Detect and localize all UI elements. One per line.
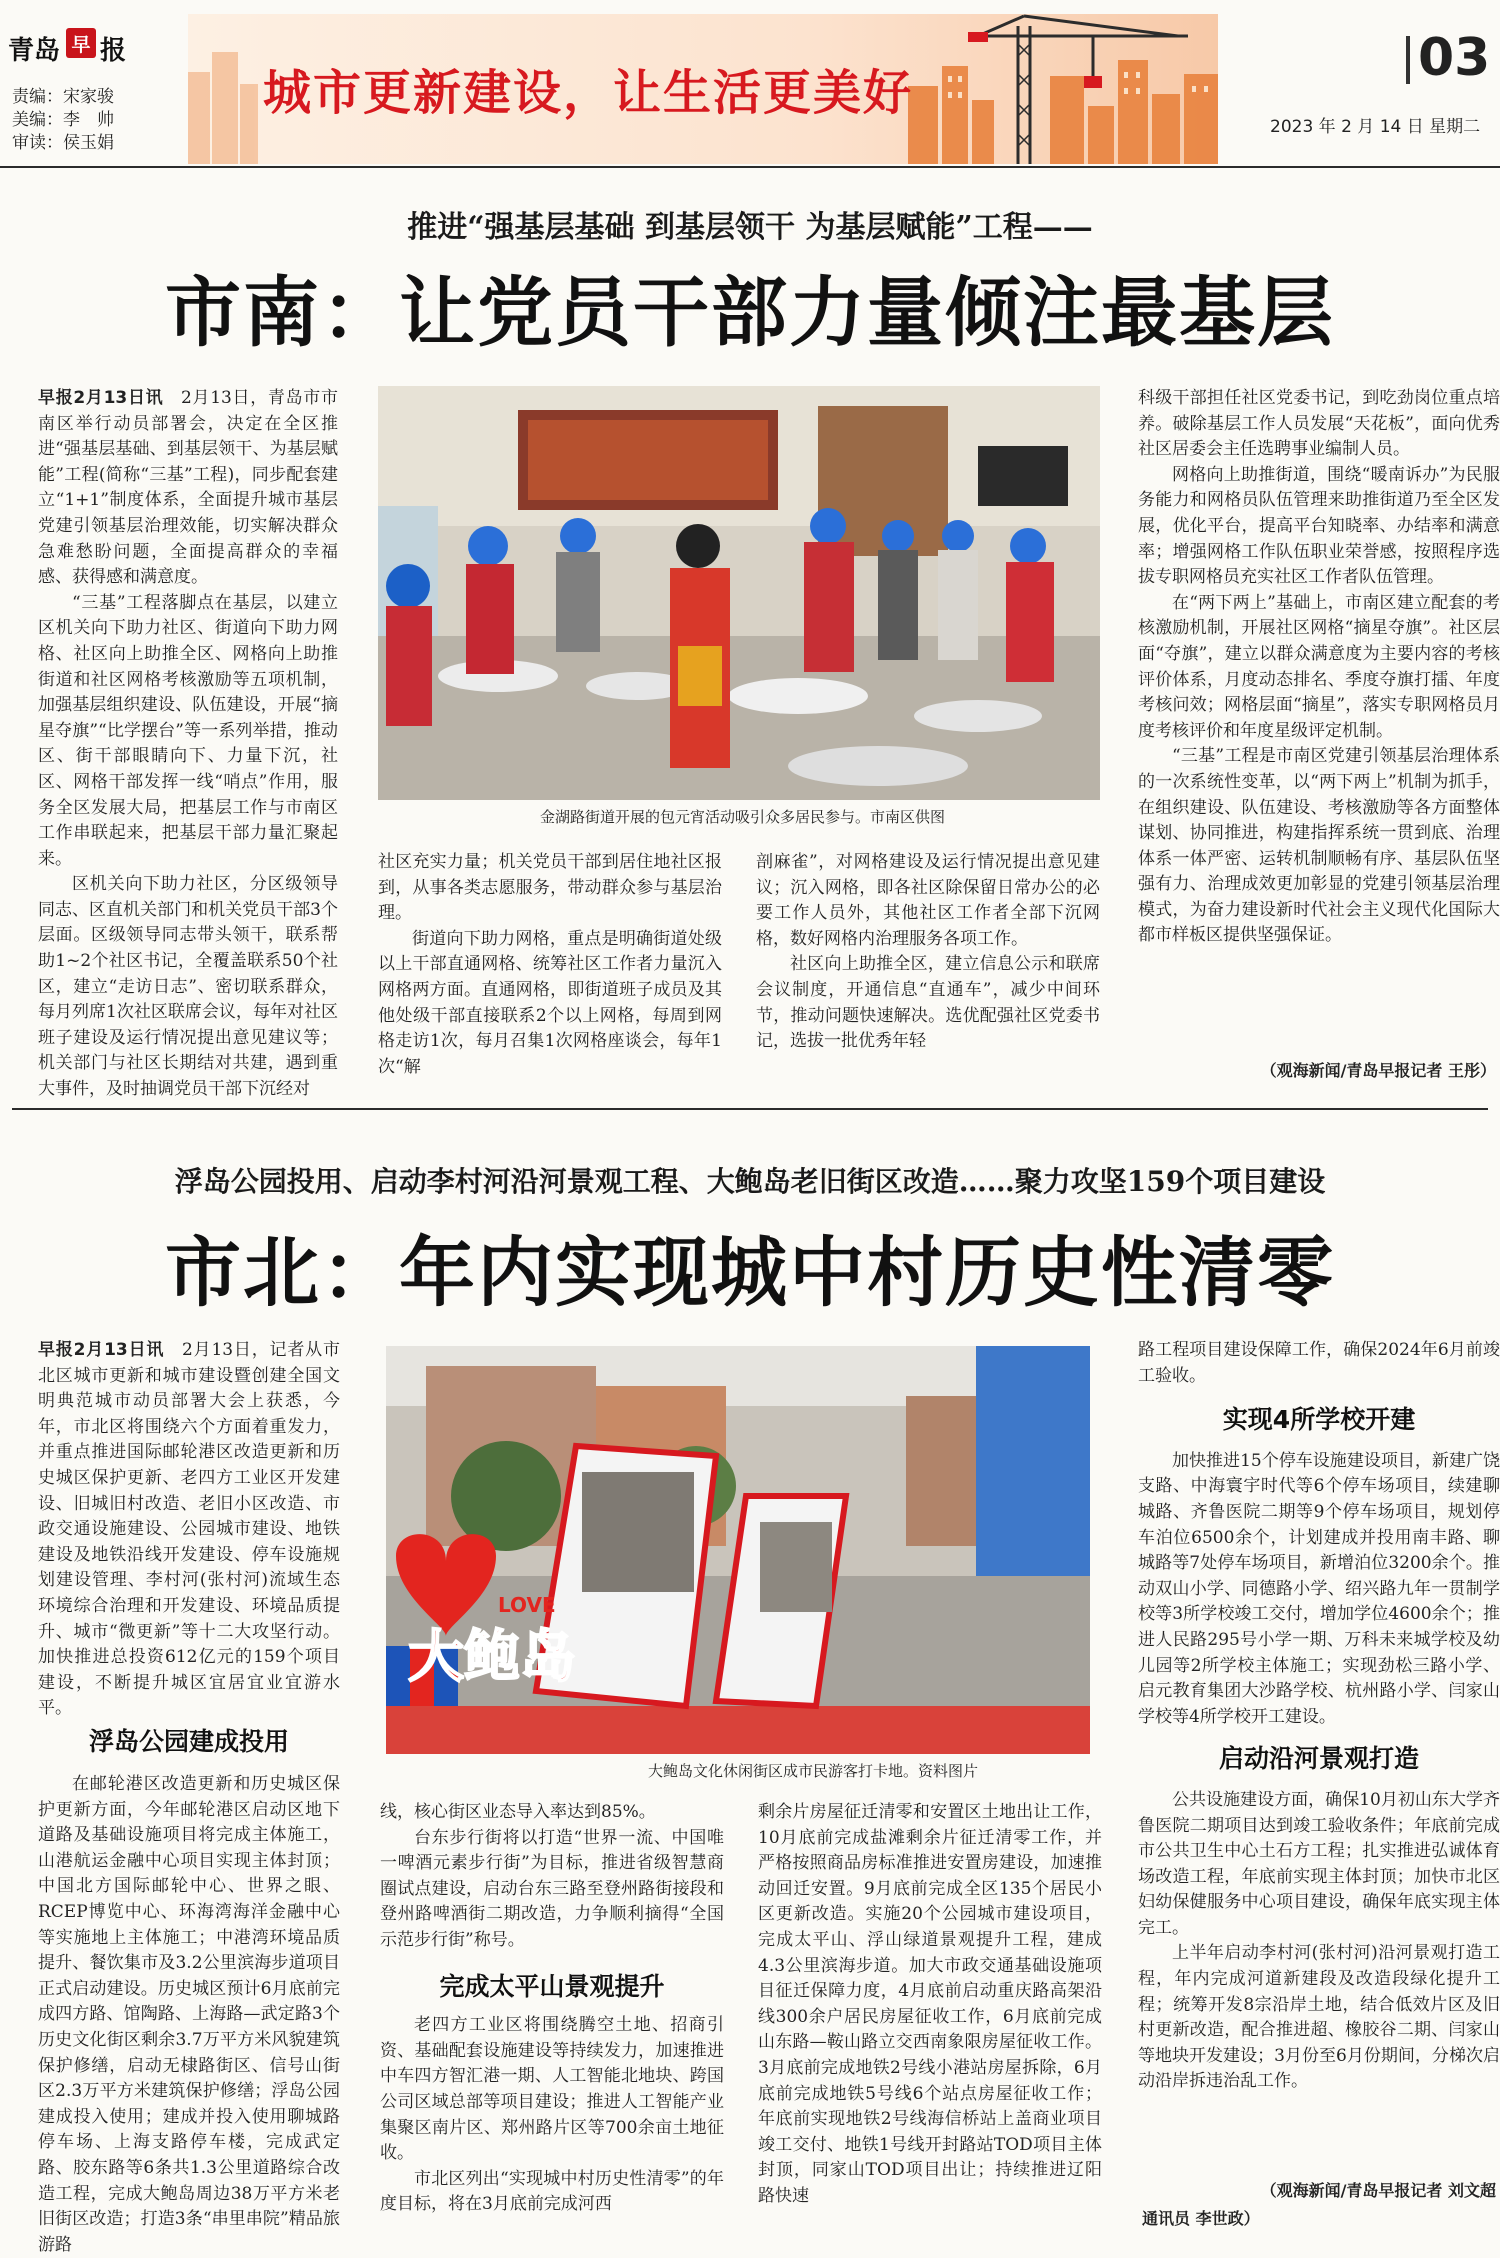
page-banner [188, 14, 1218, 164]
article1-paragraph: “三基”工程是市南区党建引领基层治理体系的一次系统性变革，以“两下两上”机制为抓手，在组织建设、队伍建设、考核激励等各方面整体谋划、协同推进，构建指挥系统一贯到底、治理体系一体严密、运转机制顺畅有序、基层队伍坚强有力、治理成效更加彰显的党建引领基层治理模式，为奋力建设新时代社会主义现代化国际大都市样板区提供坚强保证。 [1138, 746, 1500, 946]
editor-credit: 责编：宋家骏 [12, 87, 114, 107]
page-number-divider [1406, 36, 1410, 84]
article2-byline-correspondent: 通讯员 李世政） [1142, 2209, 1260, 2228]
article1-paragraph: 2月13日，青岛市市南区举行动员部署会，决定在全区推进“强基层基础、到基层领干、为基层赋能”工程(简称“三基”工程)，同步配套建立“1+1”制度体系，全面提升城市基层党建引领基层治理效能，切实解决群众急难愁盼问题，全面提高群众的幸福感、获得感和满意度。 [38, 388, 339, 588]
article1-paragraph: “三基”工程落脚点在基层，以建立区机关向下助力社区、街道向下助力网格、社区向上助推全区、网格向上助推街道和社区网格考核激励等五项机制，加强基层组织建设、队伍建设，开展“摘星夺旗”“比学摆台”等一系列举措，推动区、街干部眼睛向下、力量下沉，社区、网格干部发挥一线“哨点”作用，服务全区发展大局，把基层工作与市南区工作串联起来，把基层干部力量汇聚起来。 [38, 592, 338, 869]
article2-subhead-taipingshan: 完成太平山景观提升 [439, 1971, 665, 2001]
article1-kicker: 推进“强基层基础 到基层领干 为基层赋能”工程—— [407, 210, 1093, 245]
article2-column-1-bottom [38, 1772, 340, 2255]
article2-subhead-floating-park: 浮岛公园建成投用 [88, 1727, 289, 1756]
paper-name-suffix: 报 [100, 36, 127, 66]
issue-date: 2023 年 2 月 14 日 星期二 [1270, 117, 1481, 137]
article1-column-2 [378, 850, 722, 1076]
masthead [0, 0, 1500, 168]
article1-paragraph: 社区向上助推全区，建立信息公示和联席会议制度，开通信息“直通车”，减少中间环节，推动问题快速解决。选优配强社区党委书记，选拔一批优秀年轻 [756, 954, 1100, 1052]
article2-paragraph: 路工程项目建设保障工作，确保2024年6月前竣工验收。 [1138, 1340, 1500, 1386]
article2-headline: 市北：年内实现城中村历史性清零 [165, 1228, 1335, 1317]
article2-paragraph: 老四方工业区将围绕腾空土地、招商引资、基础配套设施建设等持续发力，加速推进中车四方智汇港一期、人工智能北地块、跨国公司区域总部等项目建设；推进人工智能产业集聚区南片区、郑州路片区等700余亩土地征收。 [380, 2015, 724, 2164]
article1-headline: 市南：让党员干部力量倾注最基层 [165, 268, 1335, 357]
article2-paragraph: 加快推进15个停车设施建设项目，新建广饶支路、中海寰宇时代等6个停车场项目，续建聊城路、齐鲁医院二期等9个停车场项目，规划停车泊位6500余个，计划建成并投用南丰路、聊城路等7处停车场项目，新增泊位3200余个。推动双山小学、同德路小学、绍兴路九年一贯制学校等3所学校竣工交付，增加学位4600余个；推进人民路295号小学一期、万科未来城学校及幼儿园等2所学校主体施工；实现劲松三路小学、启元教育集团大沙路学校、杭州路小学、闫家山学校等4所学校开工建设。 [1138, 1450, 1500, 1727]
dateline: 早报2月13日讯 [38, 1340, 165, 1360]
dumpling-activity-photo [378, 386, 1100, 800]
article1-byline: （观海新闻/青岛早报记者 王彤） [1260, 1061, 1496, 1080]
article2-column-4 [1138, 1338, 1500, 2158]
dateline: 早报2月13日讯 [38, 388, 164, 408]
article1-paragraph: 街道向下助力网格，重点是明确街道处级以上干部直通网格、统筹社区工作者力量沉入网格两方面。直通网格，即街道班子成员及其他处级干部直接联系2个以上网格，每周到网格走访1次，每月召集1次网格座谈会，每年1次“解 [378, 928, 722, 1077]
article2-photo-caption: 大鲍岛文化休闲街区成市民游客打卡地。资料图片 [648, 1762, 979, 1780]
article1-paragraph: 网格向上助推街道，围绕“暖南诉办”为民服务能力和网格员队伍管理来助推街道乃至全区发展，优化平台，提高平台知晓率、办结率和满意率；增强网格工作队伍职业荣誉感，按照程序选拔专职网格员充实社区工作者队伍管理。 [1138, 464, 1500, 588]
article1-paragraph: 剖麻雀”，对网格建设及运行情况提出意见建议；沉入网格，即各社区除保留日常办公的必要工作人员外，其他社区工作者全部下沉网格，数好网格内治理服务各项工作。 [756, 852, 1100, 949]
article2-paragraph: 2月13日，记者从市北区城市更新和城市建设暨创建全国文明典范城市动员部署大会上获悉，今年，市北区将围绕六个方面着重发力，并重点推进国际邮轮港区改造更新和历史城区保护更新、老四方工业区开发建设、旧城旧村改造、老旧小区改造、市政交通设施建设、公园城市建设、地铁建设及地铁沿线开发建设、停车设施规划建设管理、李村河(张村河)流域生态环境综合治理和开发建设、环境品质提升、城市“微更新”等十二大攻坚行动。加快推进总投资612亿元的159个项目建设，不断提升城区宜居宜业宜游水平。 [38, 1340, 341, 1719]
page-number: 03 [1418, 28, 1491, 88]
article1-photo [378, 386, 1100, 800]
article2-paragraph: 上半年启动李村河(张村河)沿河景观打造工程，年内完成河道新建段及改造段绿化提升工程；统筹开发8宗沿岸土地，结合低效片区及旧村更新改造，配合推进超、橡胶谷二期、闫家山等地块开发建设；3月份至6月份期间，分梯次启动沿岸拆违治乱工作。 [1138, 1943, 1500, 2092]
article2-kicker: 浮岛公园投用、启动李村河沿河景观工程、大鲍岛老旧街区改造……聚力攻坚159个项目建设 [174, 1165, 1326, 1198]
article2-subhead-schools: 实现4所学校开建 [1222, 1405, 1416, 1435]
article2-paragraph: 在邮轮港区改造更新和历史城区保护更新方面，今年邮轮港区启动区地下道路及基础设施项目将完成主体施工，山港航运金融中心项目实现主体封顶；中国北方国际邮轮中心、世界之眼、RCEP博览中心、环海湾海洋金融中心等实施地上主体施工；中港湾环境品质提升、餐饮集市及3.2公里滨海步道项目正式启动建设。历史城区预计6月底前完成四方路、馆陶路、上海路—武定路3个历史文化街区剩余3.7万平方米风貌建筑保护修缮，启动无棣路街区、信号山街区2.3万平方米建筑保护修缮；浮岛公园建成投入使用；建成并投入使用聊城路停车场、上海支路停车楼，完成武定路、胶东路等6条共1.3公里道路综合改造工程，完成大鲍岛周边38万平方米老旧街区改造；打造3条“串里串院”精品旅游路 [38, 1774, 340, 2255]
article2-paragraph: 剩余片房屋征迁清零和安置区土地出让工作，10月底前完成盐滩剩余片征迁清零工作，并严格按照商品房标准推进安置房建设，加速推动回迁安置。9月底前完成全区135个居民小区更新改造。实施20个公园城市建设项目，完成太平山、浮山绿道景观提升工程，建成4.3公里滨海步道。加大市政交通基础设施项目征迁保障力度，4月底前启动重庆路高架沿线300余户居民房屋征收工作，6月底前完成山东路—鞍山路立交西南象限房屋征收工作。3月底前完成地铁2号线小港站房屋拆除，6月底前完成地铁5号线6个站点房屋征收工作；年底前实现地铁2号线海信桥站上盖商业项目竣工交付、地铁1号线开封路站TOD项目主体封顶，同家山TOD项目出让；持续推进辽阳路快速 [758, 1802, 1102, 2206]
article1-paragraph: 社区充实力量；机关党员干部到居住地社区报到，从事各类志愿服务，带动群众参与基层治理。 [378, 852, 722, 924]
article1-column-4 [1138, 386, 1500, 1064]
article2-column-3 [758, 1800, 1102, 2243]
article2-subhead-riverside: 启动沿河景观打造 [1218, 1744, 1419, 1774]
dabaodao-checkin-photo [386, 1346, 1090, 1754]
article2-photo [386, 1346, 1090, 1754]
article2-paragraph: 市北区列出“实现城中村历史性清零”的年度目标，将在3月底前完成河西 [380, 2168, 724, 2215]
article2-column-1-top [38, 1338, 340, 1728]
article1-paragraph: 区机关向下助力社区，分区级领导同志、区直机关部门和机关党员干部3个层面。区级领导同志带头领干，联系帮助1~2个社区书记，全覆盖联系50个社区，建立“走访日志”、密切联系群众，每月列席1次社区联席会议，每年对社区班子建设及运行情况提出意见建议等；机关部门与社区长期结对共建，遇到重大事件，及时抽调党员干部下沉经对 [38, 874, 338, 1100]
photo-sign-text: 大鲍岛 [408, 1624, 576, 1690]
article2-paragraph: 公共设施建设方面，确保10月初山东大学齐鲁医院二期项目达到竣工验收条件；年底前完成市公共卫生中心土石方工程；扎实推进弘诚体育场改造工程，年底前实现主体封顶；加快市北区妇幼保健服务中心项目建设，确保年底实现主体完工。 [1138, 1789, 1500, 1938]
article2-byline: （观海新闻/青岛早报记者 刘文超 [1260, 2181, 1496, 2200]
paper-name: 青岛 [8, 36, 61, 66]
article2-paragraph: 线，核心街区业态导入率达到85%。 [380, 1802, 656, 1822]
article1-photo-caption: 金湖路街道开展的包元宵活动吸引众多居民参与。市南区供图 [540, 808, 946, 826]
article1-paragraph: 科级干部担任社区党委书记，到吃劲岗位重点培养。破除基层工作人员发展“天花板”，面向优秀社区居委会主任选聘事业编制人员。 [1138, 388, 1500, 460]
designer-credit: 美编：李 帅 [12, 110, 114, 130]
article1-column-3 [756, 850, 1100, 1076]
article2-paragraph: 台东步行街将以打造“世界一流、中国唯一啤酒元素步行街”为目标，推进省级智慧商圈试点建设，启动台东三路至登州路街接段和登州路啤酒街二期改造，力争顺利摘得“全国示范步行街”称号。 [380, 1827, 724, 1950]
photo-sign-love: LOVE [498, 1593, 556, 1617]
article1-paragraph: 在“两下两上”基础上，市南区建立配套的考核激励机制，开展社区网格“摘星夺旗”。社区层面“夺旗”，建立以群众满意度为主要内容的考核评价体系，月度动态排名、季度夺旗打擂、年度考核问效；网格层面“摘星”，落实专职网格员月度考核评价和年度星级评定机制。 [1138, 592, 1500, 741]
banner-title: 城市更新建设，让生活更美好 [263, 65, 914, 121]
proofreader-credit: 审读：侯玉娟 [12, 133, 114, 153]
paper-logo-badge: 早 [66, 28, 96, 58]
article-divider [12, 1108, 1488, 1110]
article2-column-2 [380, 1800, 724, 2243]
article1-column-1 [38, 386, 339, 1100]
